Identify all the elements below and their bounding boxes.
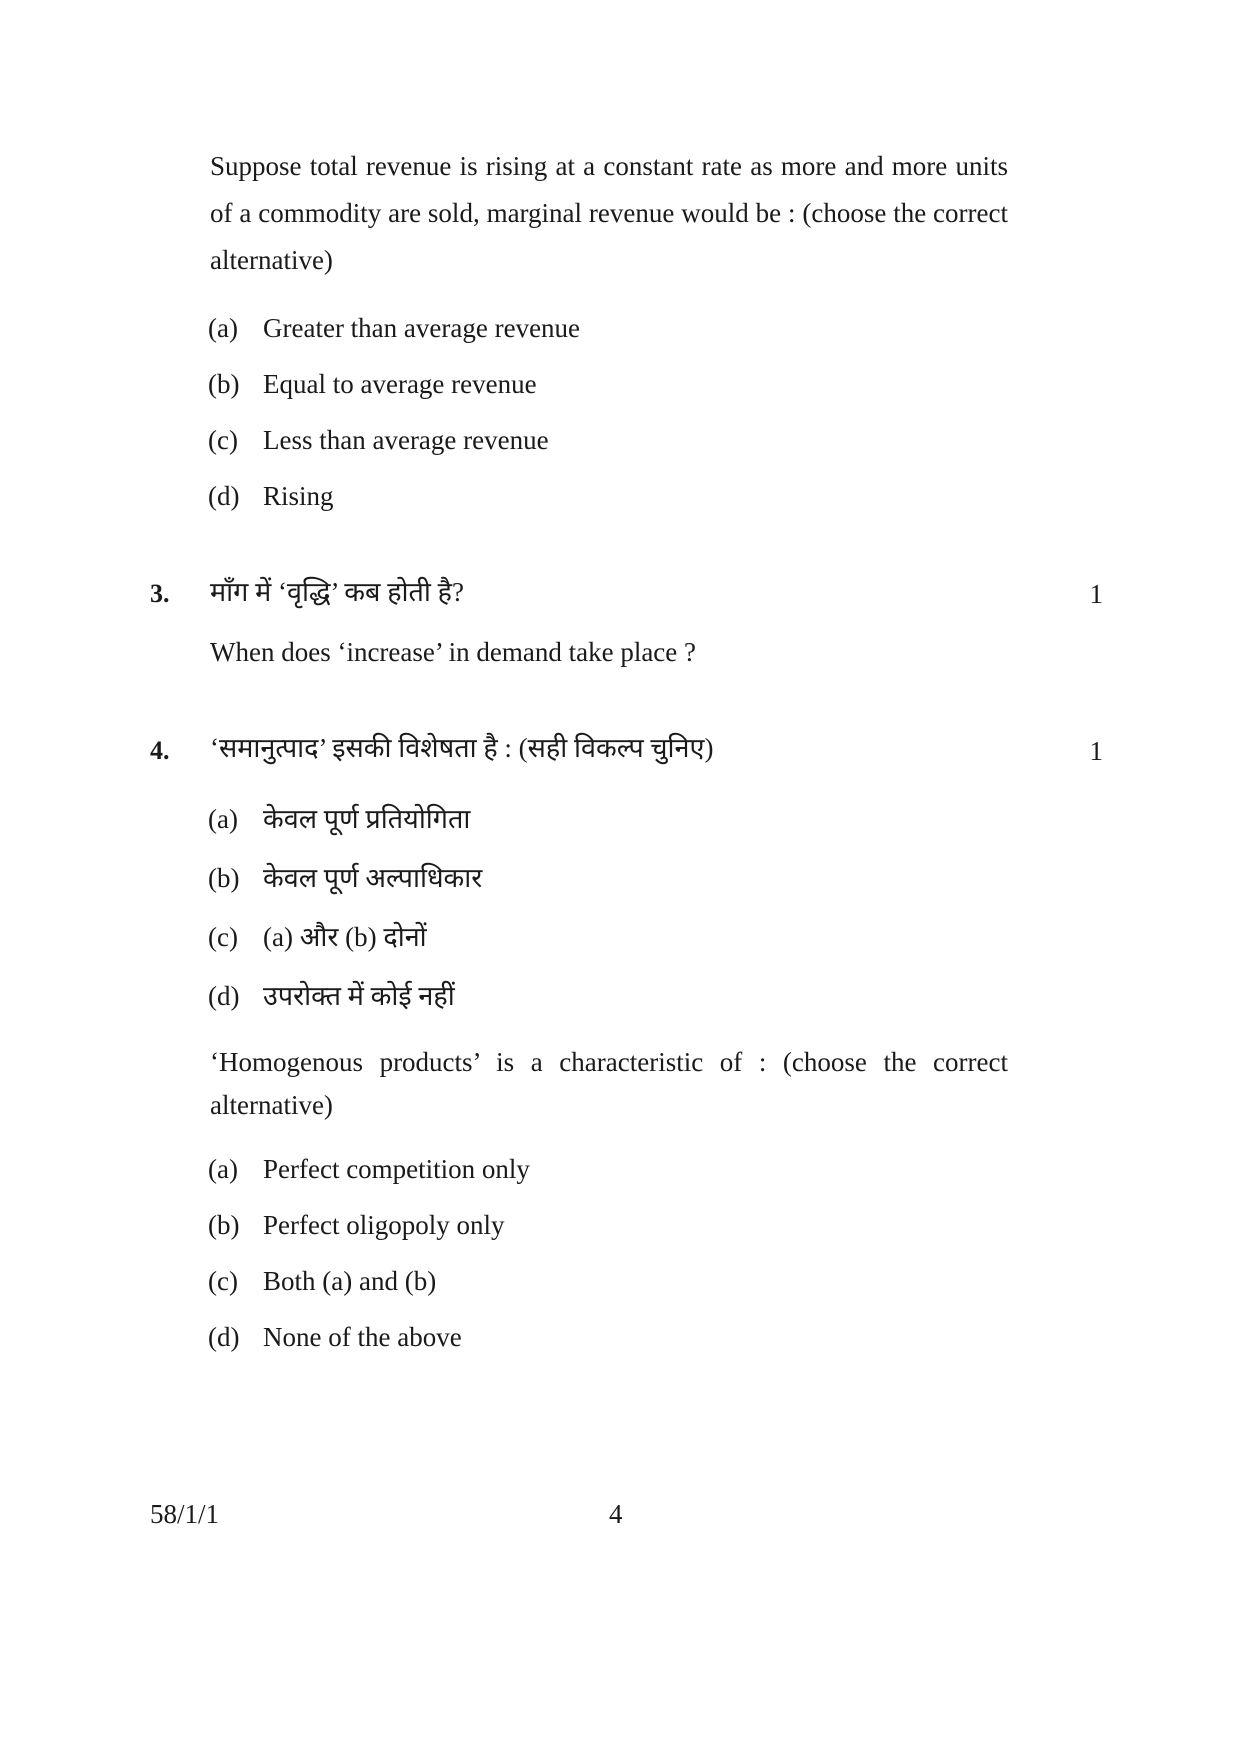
option-text: Less than average revenue (263, 425, 549, 455)
option-label: (b) (208, 863, 240, 893)
option-text: Rising (263, 481, 334, 511)
q4-option-en-d (208, 1320, 462, 1354)
option-text: Greater than average revenue (263, 313, 581, 343)
q4-option-en-a (208, 1152, 530, 1186)
q2-option-c (208, 423, 549, 457)
q4-option-en-c (208, 1264, 436, 1298)
q4-question-en: ‘Homogenous products’ is a characteristic of : (choose the correct alternative) (210, 1047, 1008, 1120)
q3-question-en: When does ‘increase’ in demand take place ? (210, 637, 696, 667)
q2-option-b (208, 367, 537, 401)
paper-code: 58/1/1 (150, 1499, 220, 1529)
q4-option-hi-c (208, 920, 427, 954)
q4-marks: 1 (1089, 736, 1103, 766)
q4-option-en-b (208, 1208, 504, 1242)
option-text: Equal to average revenue (263, 369, 537, 399)
option-label: (d) (208, 1322, 240, 1352)
option-label: (a) (208, 1154, 238, 1184)
q3-number: 3. (150, 579, 170, 608)
option-label: (b) (208, 369, 240, 399)
q4-number: 4. (150, 736, 170, 765)
q2-option-d (208, 479, 334, 513)
option-text: उपरोक्त में कोई नहीं (263, 981, 455, 1011)
option-label: (d) (208, 481, 240, 511)
q3-marks: 1 (1089, 579, 1103, 609)
option-label: (c) (208, 425, 238, 455)
q4-option-hi-b (208, 861, 482, 895)
option-label: (b) (208, 1210, 240, 1240)
option-text: Both (a) and (b) (263, 1266, 437, 1296)
q4-question-hi: ‘समानुत्पाद’ इसकी विशेषता है : (सही विकल्प चुनिए) (210, 733, 714, 763)
q2-question-en: Suppose total revenue is rising at a constant rate as more and more units of a commodity are sold, marginal revenue would be : (choose the correct alternative) (210, 151, 1008, 275)
option-text: केवल पूर्ण अल्पाधिकार (263, 863, 483, 893)
option-label: (d) (208, 981, 240, 1011)
option-label: (c) (208, 922, 238, 952)
q2-option-a (208, 311, 580, 345)
q3-question-hi: माँग में ‘वृद्धि’ कब होती है? (210, 577, 464, 607)
q4-option-hi-d (208, 979, 455, 1013)
page-number: 4 (609, 1499, 623, 1529)
option-label: (a) (208, 804, 238, 834)
option-text: Perfect competition only (263, 1154, 530, 1184)
option-label: (a) (208, 313, 238, 343)
q4-option-hi-a (208, 802, 470, 836)
option-text: None of the above (263, 1322, 462, 1352)
option-label: (c) (208, 1266, 238, 1296)
option-text: Perfect oligopoly only (263, 1210, 505, 1240)
option-text: केवल पूर्ण प्रतियोगिता (263, 804, 471, 834)
option-text: (a) और (b) दोनों (263, 922, 427, 952)
